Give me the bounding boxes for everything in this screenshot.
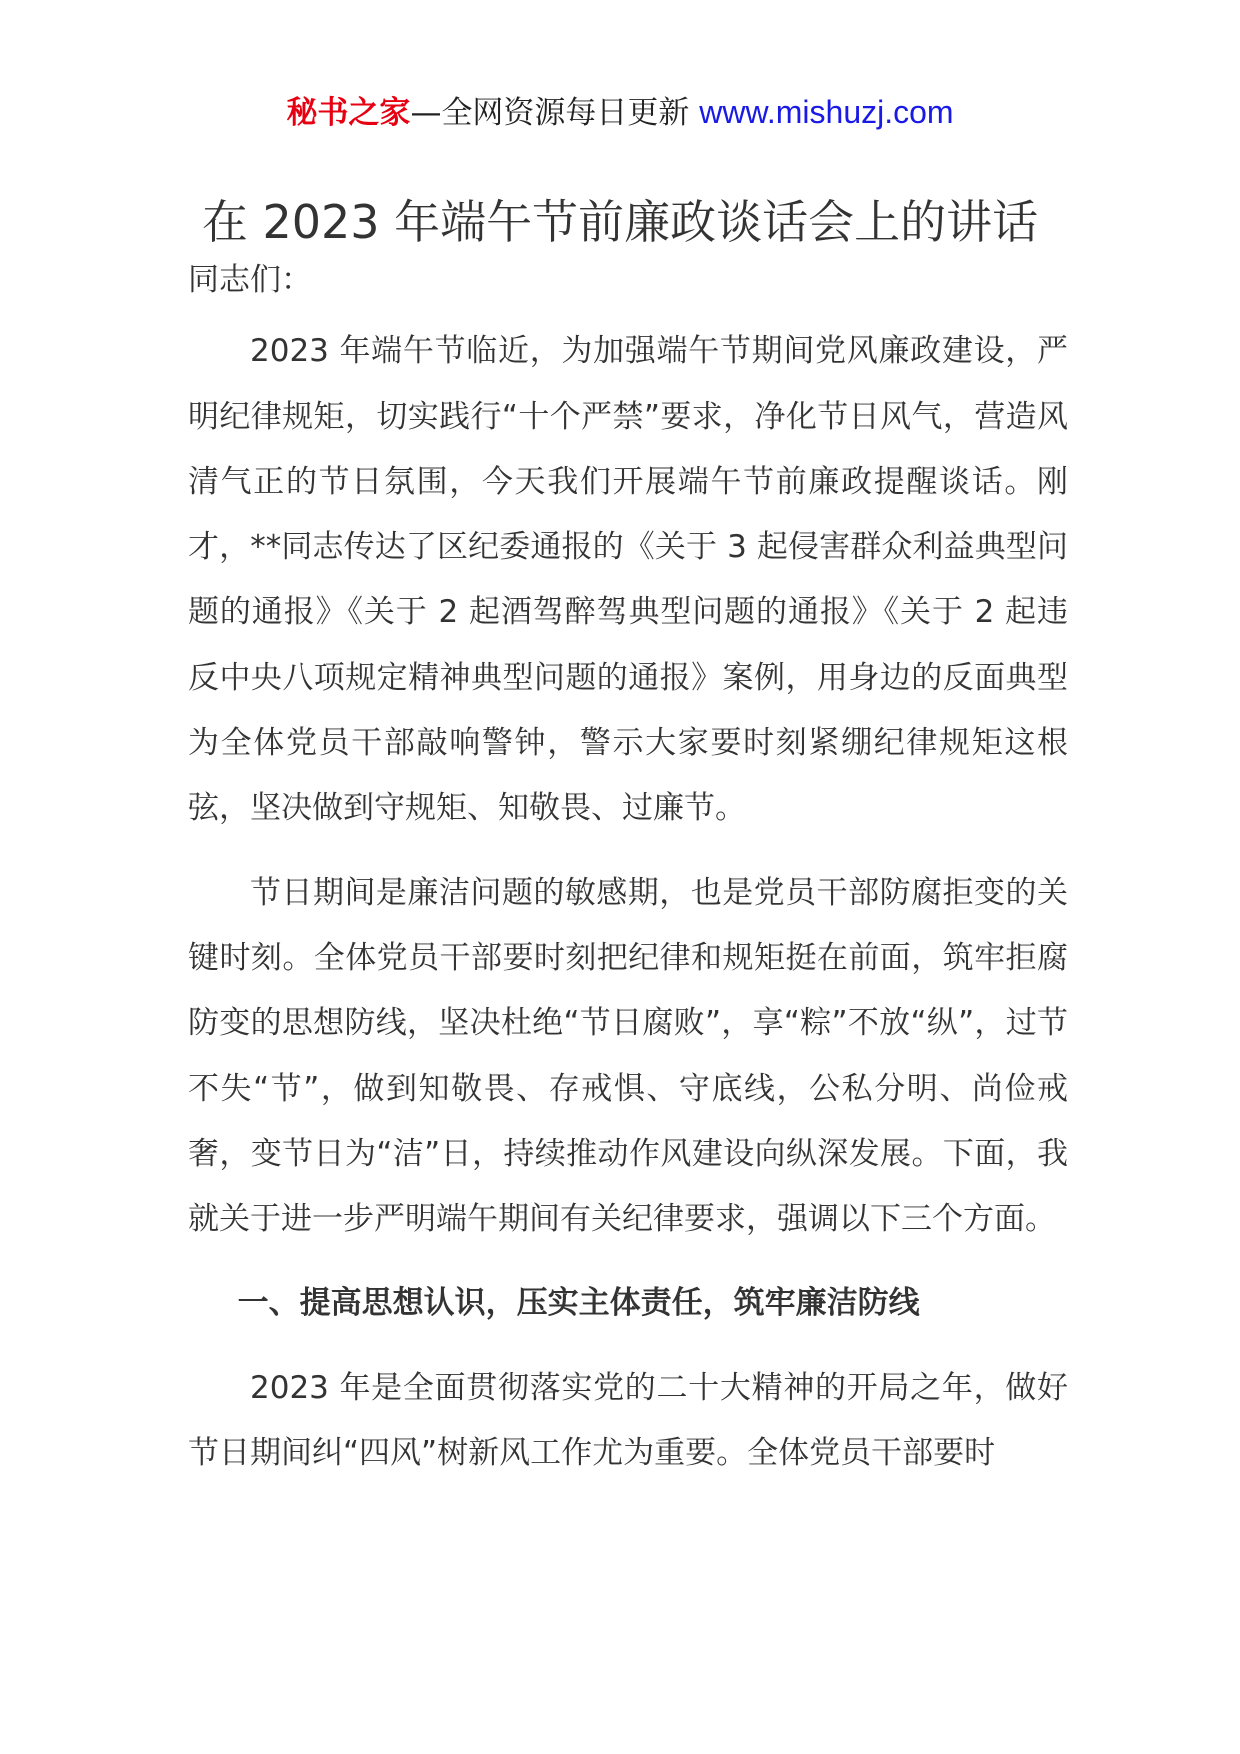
body-paragraph-2: 节日期间是廉洁问题的敏感期，也是党员干部防腐拒变的关键时刻。全体党员干部要时刻把纪律和规矩挺在前面，筑牢拒腐防变的思想防线，坚决杜绝“节日腐败”，享“粽”不放“纵”，过节不失“节”，做到知敬畏、存戒惧、守底线，公私分明、尚俭戒奢，变节日为“洁”日，持续推动作风建设向纵深发展。下面，我就关于进一步严明端午期间有关纪律要求，强调以下三个方面。 xyxy=(188,874,1068,1238)
section-paragraph-1: 2023 年是全面贯彻落实党的二十大精神的开局之年，做好节日期间纠“四风”树新风工作尤为重要。全体党员干部要时 xyxy=(188,1369,1068,1472)
section-heading-1: 一、提高思想认识，压实主体责任，筑牢廉洁防线 xyxy=(237,1285,920,1322)
site-header xyxy=(0,90,1240,135)
document-title: 在 2023 年端午节前廉政谈话会上的讲话 xyxy=(201,195,1039,249)
salutation: 同志们： xyxy=(188,262,312,298)
site-brand: 秘书之家 xyxy=(286,95,411,131)
document-body xyxy=(188,248,1068,1505)
body-paragraph-1: 2023 年端午节临近，为加强端午节期间党风廉政建设，严明纪律规矩，切实践行“十个严禁”要求，净化节日风气，营造风清气正的节日氛围，今天我们开展端午节前廉政提醒谈话。刚才，**同志传达了区纪委通报的《关于 3 起侵害群众利益典型问题的通报》《关于 2 起酒驾醉驾典型问题的通报》《关于 2 起违反中央八项规定精神典型问题的通报》案例，用身边的反面典型为全体党员干部敲响警钟，警示大家要时刻紧绷纪律规矩这根弦，坚决做到守规矩、知敬畏、过廉节。 xyxy=(188,333,1068,827)
site-url-link[interactable]: www.mishuzj.com xyxy=(699,94,954,130)
site-slogan: —全网资源每日更新 xyxy=(410,95,700,131)
